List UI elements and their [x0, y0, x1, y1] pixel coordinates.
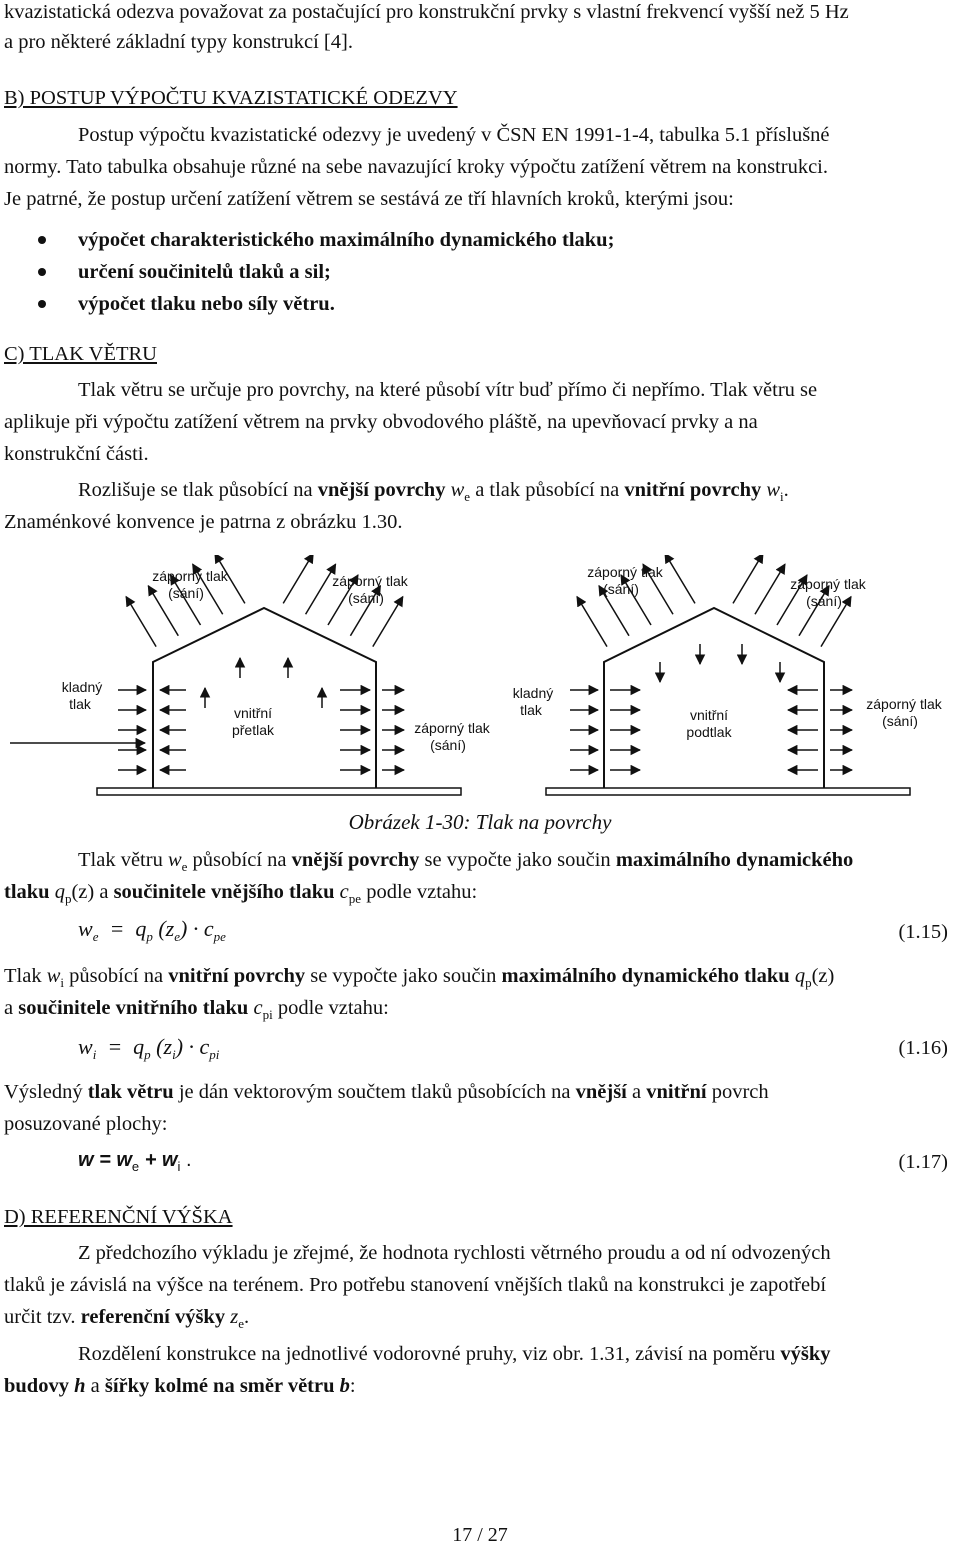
label-right-suction1-l1: záporný tlak — [587, 564, 663, 580]
label-left-suction1-l2: (sání) — [168, 585, 204, 601]
eq-text-line4: a součinitele vnitřního tlaku $c_{pi}$ podle vztahu: — [4, 997, 389, 1022]
label-right-leeward-l2: (sání) — [882, 713, 918, 729]
intro-line-1: kvazistatická odezva považovat za postačující pro konstrukční prvky s vlastní frekvencí vyšší než 5 Hz — [4, 1, 849, 23]
label-left-suction2-l1: záporný tlak — [332, 573, 408, 589]
bullet-dot — [38, 268, 46, 276]
right-roof-left-arrow — [577, 597, 607, 647]
label-right-leeward-l1: záporný tlak — [866, 696, 942, 712]
section-d-para-line4: Rozdělení konstrukce na jednotlivé vodorovné pruhy, viz obr. 1.31, závisí na poměru výšky — [78, 1343, 831, 1365]
equation-number-1-17: (1.17) — [898, 1151, 948, 1173]
ground-right — [546, 788, 910, 795]
ground-left — [97, 788, 461, 795]
equation-number-1-16: (1.16) — [898, 1037, 948, 1059]
section-d-para-line5: budovy h a šířky kolmé na směr větru b: — [4, 1375, 356, 1397]
eq-text-line3: Tlak $w_i$ působící na vnitřní povrchy se vypočte jako součin maximálního dynamického tlaku $q_p(z)$ — [4, 965, 835, 990]
label-right-inner-l1: vnitřní — [689, 707, 729, 723]
bullet-item-3: výpočet tlaku nebo síly větru. — [78, 293, 335, 315]
equation-1-15: $w_e = q_p$ $(z_e) \cdot c_{pe}$ — [78, 916, 226, 944]
equation-1-17: $w = w_e + w_i$ . — [78, 1149, 192, 1174]
label-right-inner-l2: podtlak — [686, 724, 732, 740]
label-right-positive-l2: tlak — [520, 702, 542, 718]
label-right-positive-l1: kladný — [512, 685, 554, 701]
label-right-suction1-l2: (sání) — [603, 581, 639, 597]
label-left-inner-l2: přetlak — [231, 722, 275, 738]
bullet-dot — [38, 300, 46, 308]
section-c-para-line3: konstrukční části. — [4, 443, 149, 465]
bullet-item-2: určení součinitelů tlaků a sil; — [78, 261, 331, 283]
intro-line-2: a pro některé základní typy konstrukcí [4]. — [4, 31, 353, 53]
section-c-heading: C) TLAK VĚTRU — [4, 343, 157, 365]
right-roof-right-arrow — [755, 564, 785, 614]
eq-text-line1: Tlak větru $w_e$ působící na vnější povrchy se vypočte jako součin maximálního dynamického — [78, 849, 854, 874]
right-roof-right-arrow — [733, 555, 763, 603]
section-b-heading: B) POSTUP VÝPOČTU KVAZISTATICKÉ ODEZVY — [4, 87, 458, 109]
label-left-positive-l1: kladný — [61, 679, 103, 695]
label-left-suction2-l2: (sání) — [348, 590, 384, 606]
section-b-para-line1: Postup výpočtu kvazistatické odezvy je uvedený v ČSN EN 1991-1-4, tabulka 5.1 příslušné — [78, 124, 830, 146]
page-number: 17 / 27 — [452, 1524, 508, 1546]
section-d-para-line3: určit tzv. referenční výšky $z_e$. — [4, 1306, 250, 1331]
section-d-para-line2: tlaků je závislá na výšce na terénem. Pro potřebu stanovení vnějších tlaků na konstrukci je zapotřebí — [4, 1274, 827, 1296]
label-right-suction2-l2: (sání) — [806, 593, 842, 609]
eq-text-line6: posuzované plochy: — [4, 1113, 168, 1135]
section-c-para-line2: aplikuje při výpočtu zatížení větrem na prvky obvodového pláště, na upevňovací prvky a na — [4, 411, 758, 433]
bullet-dot — [38, 236, 46, 244]
pressure-figure — [0, 555, 960, 805]
bullet-item-1: výpočet charakteristického maximálního dynamického tlaku; — [78, 229, 615, 251]
label-left-leeward-l1: záporný tlak — [414, 720, 490, 736]
equation-1-16: $w_i = q_p$ $(z_i) \cdot c_{pi}$ — [78, 1034, 220, 1062]
section-b-para-line2: normy. Tato tabulka obsahuje různé na sebe navazující kroky výpočtu zatížení větrem na konstrukci. — [4, 156, 828, 178]
label-left-leeward-l2: (sání) — [430, 737, 466, 753]
section-d-heading: D) REFERENČNÍ VÝŠKA — [4, 1206, 233, 1228]
label-left-inner-l1: vnitřní — [233, 705, 273, 721]
eq-text-line5: Výsledný tlak větru je dán vektorovým součtem tlaků působících na vnější a vnitřní povrch — [4, 1081, 769, 1103]
label-left-suction1-l1: záporný tlak — [152, 568, 228, 584]
label-left-positive-l2: tlak — [69, 696, 91, 712]
section-c-para-line4: Rozlišuje se tlak působící na vnější povrchy $w_e$ a tlak působící na vnitřní povrchy $w_i$. — [78, 479, 789, 504]
left-roof-left-arrow — [126, 597, 156, 647]
house-left — [153, 608, 376, 788]
label-right-suction2-l1: záporný tlak — [790, 576, 866, 592]
section-c-para-line1: Tlak větru se určuje pro povrchy, na které působí vítr buď přímo či nepřímo. Tlak větru se — [78, 379, 818, 401]
left-roof-right-arrow — [306, 564, 336, 614]
left-roof-right-arrow — [283, 555, 313, 603]
equation-number-1-15: (1.15) — [898, 921, 948, 943]
house-right — [604, 608, 824, 788]
right-roof-left-arrow — [665, 555, 695, 603]
eq-text-line2: tlaku $q_p(z)$ a součinitele vnějšího tlaku $c_{pe}$ podle vztahu: — [4, 881, 478, 906]
section-b-para-line3: Je patrné, že postup určení zatížení větrem se sestává ze tří hlavních kroků, kterými jsou: — [4, 188, 734, 210]
section-d-para-line1: Z předchozího výkladu je zřejmé, že hodnota rychlosti větrného proudu a od ní odvozených — [78, 1242, 831, 1264]
figure-caption: Obrázek 1-30: Tlak na povrchy — [348, 810, 612, 834]
section-c-para-line5: Znaménkové konvence je patrna z obrázku 1.30. — [4, 511, 403, 533]
